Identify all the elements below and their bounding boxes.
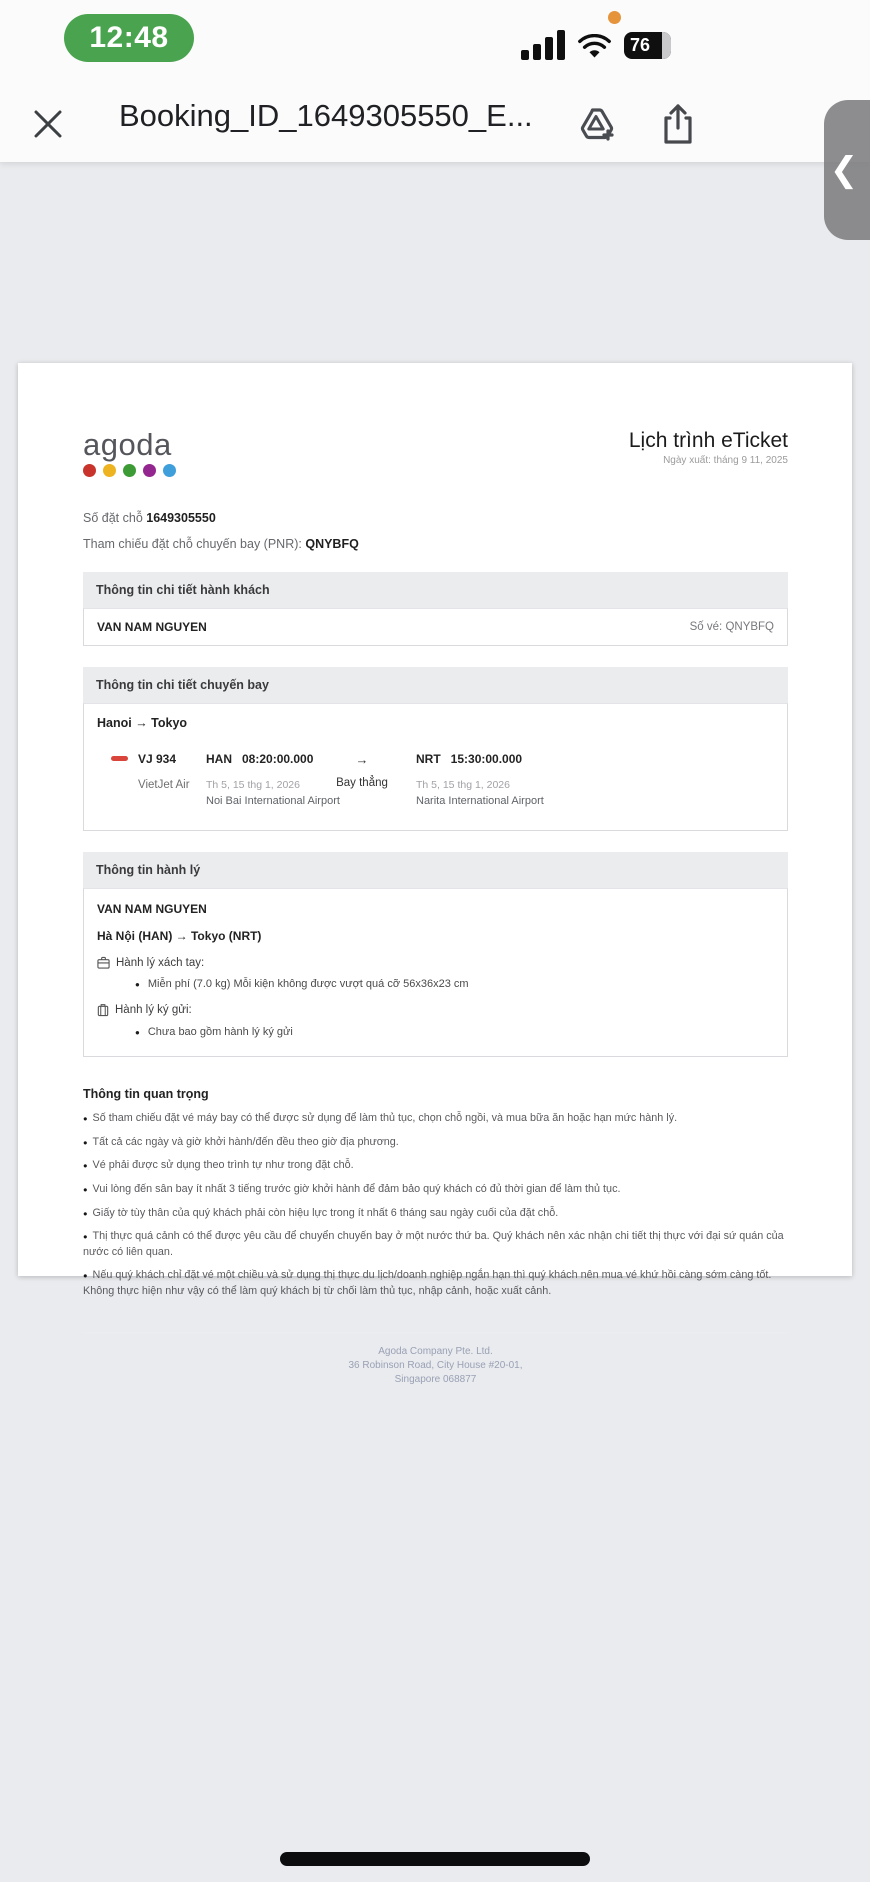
agoda-logo — [83, 429, 176, 477]
airline-name: VietJet Air — [138, 779, 190, 791]
checked-label: Hành lý ký gửi: — [115, 1004, 192, 1016]
suitcase-icon — [97, 1003, 109, 1017]
flight-section-header: Thông tin chi tiết chuyến bay — [83, 667, 788, 703]
departure-code: HAN — [206, 752, 232, 766]
close-button[interactable] — [28, 104, 68, 144]
carry-on-label-row — [97, 956, 774, 969]
footer-line: 36 Robinson Road, City House #20-01, — [348, 1359, 523, 1371]
footer-line: Singapore 068877 — [394, 1373, 477, 1385]
flight-route: Hanoi → Tokyo — [97, 716, 188, 730]
arrival-code-time — [416, 752, 544, 766]
agoda-logo-dots — [83, 464, 176, 477]
flight-card — [83, 703, 788, 831]
chevron-left-icon: ❮ — [829, 151, 859, 189]
baggage-passenger-name: VAN NAM NGUYEN — [97, 902, 207, 916]
important-bullet: ● Thị thực quá cảnh có thể được yêu cầu để chuyển chuyến bay ở một nước thứ ba. Quý khách nên xác nhận chi tiết thị thực với đại sứ quán của nước có liên quan. — [83, 1230, 784, 1258]
pnr-line: Tham chiếu đặt chỗ chuyến bay (PNR): QNYBFQ — [83, 537, 359, 551]
important-bullet: ● Giấy tờ tùy thân của quý khách phải còn hiệu lực trong ít nhất 6 tháng sau ngày cuối của đặt chỗ. — [83, 1206, 559, 1219]
vietjet-logo — [111, 756, 128, 761]
checked-item: ● Chưa bao gồm hành lý ký gửi — [135, 1026, 293, 1038]
ticket-number: Số vé: QNYBFQ — [689, 621, 774, 633]
departure-time: 08:20:00.000 — [242, 752, 314, 766]
flight-arrow-icon: → — [355, 752, 369, 767]
important-bullet: ● Vui lòng đến sân bay ít nhất 3 tiếng trước giờ khởi hành để đảm bảo quý khách có đủ thời gian để làm thủ tục. — [83, 1182, 621, 1195]
wifi-icon — [578, 34, 611, 60]
microphone-indicator-dot — [608, 11, 621, 24]
home-indicator[interactable] — [280, 1852, 590, 1866]
document-title: Booking_ID_1649305550_E... — [119, 98, 533, 133]
share-button[interactable] — [656, 102, 700, 146]
battery-percent: 76 — [630, 35, 651, 55]
carry-on-item: ● Miễn phí (7.0 kg) Mỗi kiện không được vượt quá cỡ 56x36x23 cm — [135, 978, 469, 990]
eticket-title: Lịch trình eTicket — [628, 429, 788, 452]
bullet-icon: ● — [135, 1028, 140, 1037]
carry-on-label: Hành lý xách tay: — [116, 956, 205, 969]
passenger-name: VAN NAM NGUYEN — [97, 620, 207, 634]
briefcase-icon — [97, 956, 110, 969]
important-info-title: Thông tin quan trọng — [83, 1087, 209, 1101]
departure-date: Th 5, 15 thg 1, 2026 — [206, 779, 300, 791]
baggage-route: Hà Nội (HAN) → Tokyo (NRT) — [97, 929, 262, 943]
add-to-drive-button[interactable] — [574, 102, 618, 146]
footer-line: Agoda Company Pte. Ltd. — [378, 1345, 493, 1357]
pdf-viewer-toolbar — [0, 86, 870, 162]
flight-section — [83, 667, 788, 831]
important-bullet: ● Nếu quý khách chỉ đặt vé một chiều và sử dụng thị thực du lịch/doanh nghiệp ngắn hạn thì quý khách nên mua vé khứ hồi càng sớm càng tốt. Không thực hiện như vậy có thể làm quý khách bị từ chối làm thủ tục, nhập cảnh, hoặc xuất cảnh. — [83, 1269, 772, 1298]
important-bullet: ● Tất cả các ngày và giờ khởi hành/đến đều theo giờ địa phương. — [83, 1135, 399, 1148]
baggage-card — [83, 888, 788, 1057]
flight-number: VJ 934 — [138, 752, 177, 766]
cellular-signal-icon — [521, 30, 565, 60]
baggage-section — [83, 852, 788, 1057]
arrival-airport: Narita International Airport — [416, 795, 544, 807]
status-time: 12:48 — [89, 21, 169, 54]
passenger-row — [83, 608, 788, 646]
bullet-icon: ● — [135, 980, 140, 989]
agoda-wordmark: agoda — [83, 427, 172, 462]
checked-label-row — [97, 1003, 774, 1017]
issue-date: Ngày xuất: tháng 9 11, 2025 — [663, 455, 788, 467]
top-chrome — [0, 0, 870, 162]
booking-id: 1649305550 — [146, 511, 216, 525]
status-icons — [521, 26, 665, 60]
arrival-time: 15:30:00.000 — [450, 752, 523, 766]
baggage-section-header: Thông tin hành lý — [83, 852, 788, 888]
passenger-section — [83, 572, 788, 646]
direct-flight-label: Bay thẳng — [336, 777, 388, 789]
passenger-section-header: Thông tin chi tiết hành khách — [83, 572, 788, 608]
battery-icon — [624, 32, 665, 60]
side-swipe-handle[interactable] — [824, 100, 870, 240]
pnr-code: QNYBFQ — [305, 537, 359, 551]
important-info-section — [83, 1087, 788, 1300]
booking-number-line: Số đặt chỗ 1649305550 — [83, 511, 216, 525]
eticket-document[interactable] — [18, 363, 852, 1385]
company-footer — [83, 1332, 788, 1387]
departure-airport: Noi Bai International Airport — [206, 795, 340, 807]
status-time-pill — [64, 14, 194, 62]
important-bullet: ● Vé phải được sử dụng theo trình tự như trong đặt chỗ. — [83, 1159, 354, 1172]
important-bullet: ● Số tham chiếu đặt vé máy bay có thể được sử dụng để làm thủ tục, chọn chỗ ngồi, và mua bữa ăn hoặc hạn mức hành lý. — [83, 1112, 678, 1124]
arrival-code: NRT — [416, 752, 441, 766]
arrival-date: Th 5, 15 thg 1, 2026 — [416, 779, 510, 791]
